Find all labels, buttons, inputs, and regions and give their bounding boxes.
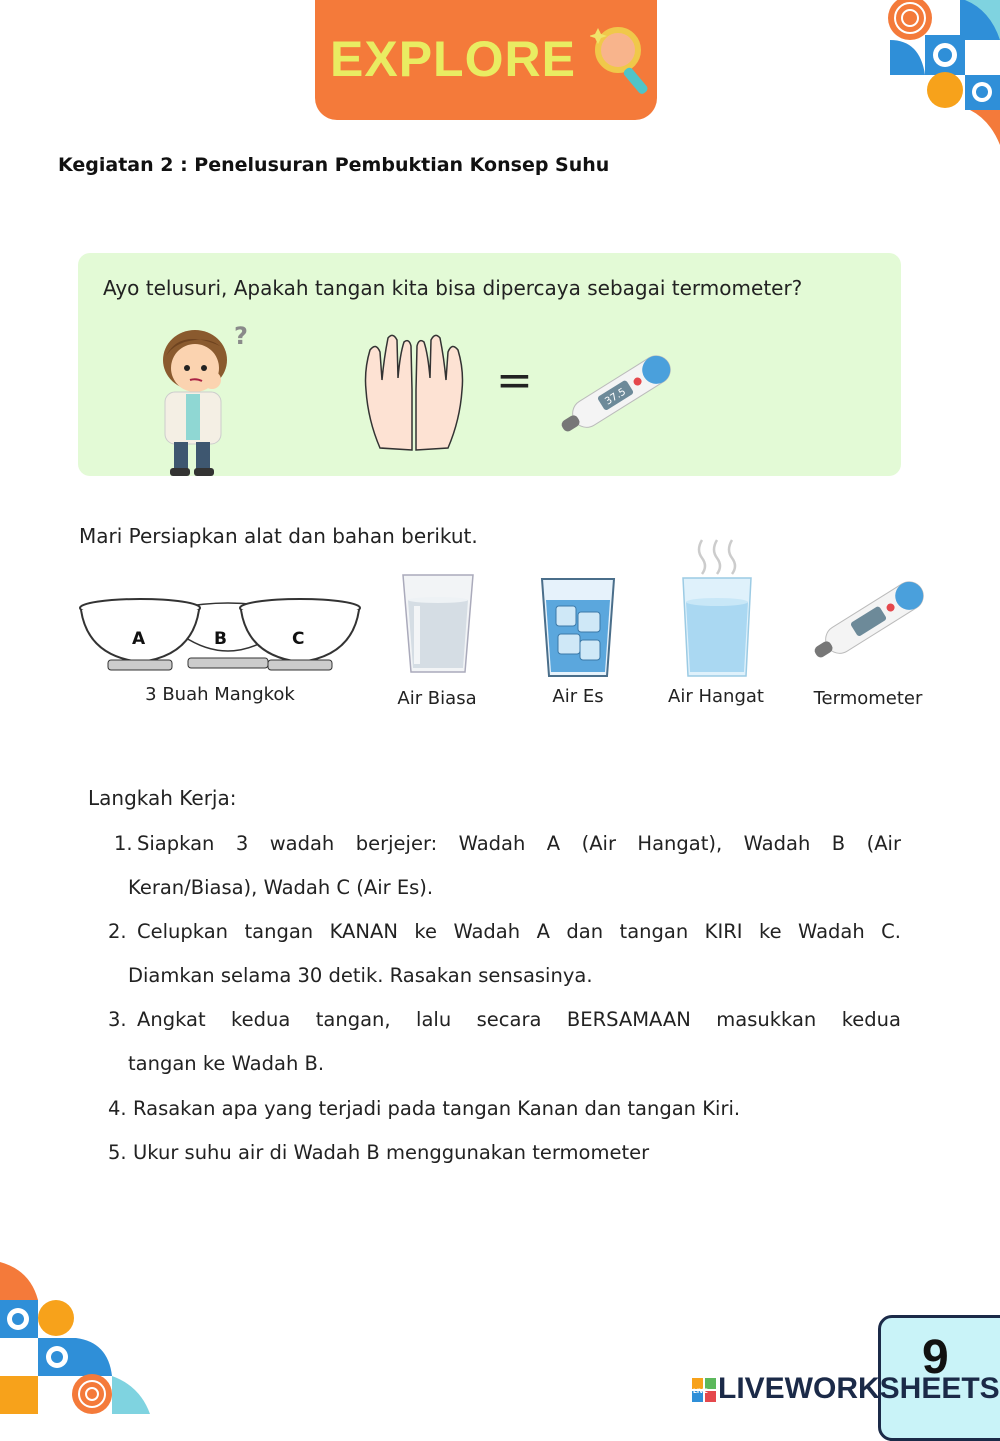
step-text-line1: Siapkan 3 wadah berjejer: Wadah A (Air Hangat), Wadah B (Air — [137, 832, 901, 855]
step-text-line1: Rasakan apa yang terjadi pada tangan Kanan dan tangan Kiri. — [133, 1097, 741, 1120]
bowl-label-a: A — [132, 629, 146, 649]
svg-text:?: ? — [234, 322, 248, 350]
material-label-ice-water: Air Es — [552, 686, 604, 707]
magnifier-icon — [590, 22, 660, 97]
material-label-bowls: 3 Buah Mangkok — [145, 684, 295, 705]
thermometer-material-icon — [805, 566, 935, 671]
step-text-line2: Diamkan selama 30 detik. Rasakan sensasinya. — [128, 964, 593, 987]
intro-question: Ayo telusuri, Apakah tangan kita bisa dipercaya sebagai termometer? — [103, 276, 803, 300]
three-bowls-illustration — [78, 596, 366, 674]
steps-heading: Langkah Kerja: — [88, 786, 237, 810]
liveworksheets-logo-icon — [692, 1378, 716, 1402]
step-number: 5. — [108, 1141, 127, 1164]
step-text-line1: Ukur suhu air di Wadah B menggunakan termometer — [133, 1141, 650, 1164]
liveworksheets-watermark[interactable]: LIVEWORKSHEETS — [718, 1372, 1000, 1405]
equals-sign: = — [496, 355, 533, 406]
banner-title: EXPLORE — [330, 31, 576, 87]
digital-thermometer-icon — [552, 340, 682, 445]
glass-ice-water-icon — [540, 576, 616, 680]
open-hands-illustration — [360, 330, 468, 455]
bowl-label-c: C — [292, 629, 305, 649]
step-number: 3. — [108, 1008, 127, 1031]
thinking-boy-illustration — [150, 318, 260, 478]
step-3 — [108, 998, 901, 1088]
step-2 — [108, 910, 901, 1000]
activity-title: Kegiatan 2 : Penelusuran Pembuktian Konsep Suhu — [58, 154, 610, 176]
step-text-line2: Keran/Biasa), Wadah C (Air Es). — [128, 876, 434, 899]
logo-mark-text: LIVE — [693, 1388, 708, 1395]
decorative-pattern-top-right — [850, 0, 1000, 150]
step-1 — [114, 822, 901, 912]
step-text-line1: Angkat kedua tangan, lalu secara BERSAMAAN masukkan kedua — [137, 1008, 901, 1031]
decorative-pattern-bottom-left — [0, 1262, 150, 1414]
material-label-warm-water: Air Hangat — [668, 686, 764, 707]
step-text-line2: tangan ke Wadah B. — [128, 1052, 325, 1075]
glass-plain-water-icon — [400, 572, 476, 676]
step-text-line1: Celupkan tangan KANAN ke Wadah A dan tangan KIRI ke Wadah C. — [137, 920, 901, 943]
material-label-thermometer: Termometer — [813, 688, 923, 709]
bowl-label-b: B — [214, 629, 227, 649]
step-number: 2. — [108, 920, 127, 943]
materials-heading: Mari Persiapkan alat dan bahan berikut. — [79, 524, 478, 548]
thermometer-reading: 37.5 — [603, 386, 628, 408]
material-label-plain-water: Air Biasa — [397, 688, 477, 709]
page-number: 9 — [922, 1331, 949, 1384]
step-5 — [108, 1131, 901, 1175]
glass-warm-water-icon — [680, 536, 754, 680]
step-number: 4. — [108, 1097, 127, 1120]
step-4 — [108, 1087, 901, 1131]
step-number: 1. — [114, 832, 133, 855]
